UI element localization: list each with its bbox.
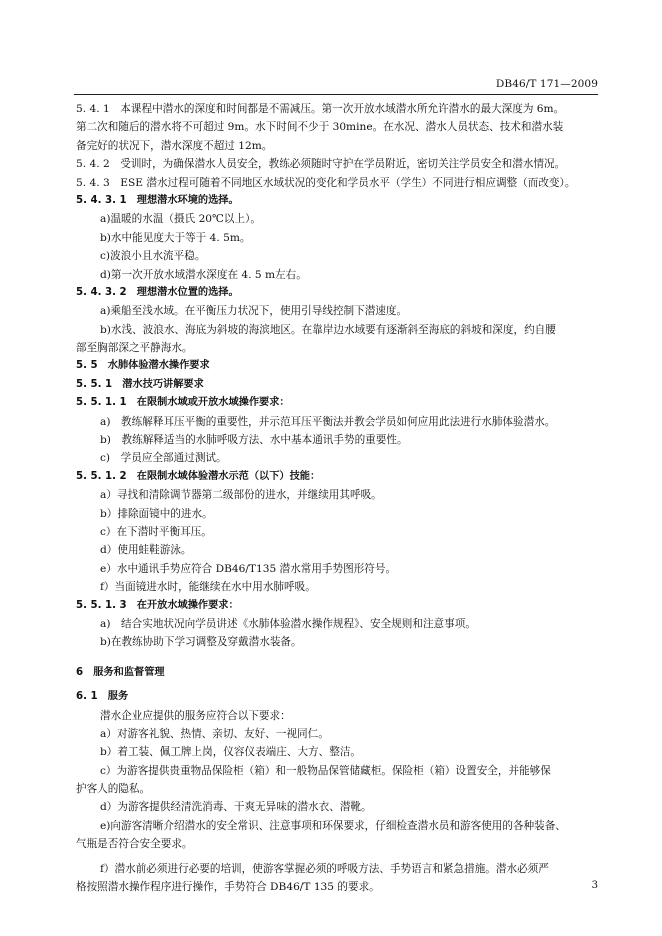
section-heading: 5. 5. 1. 1 在限制水域或开放水域操作要求： — [76, 397, 290, 409]
list-item: b) 教练解释适当的水肺呼吸方法、水中基本通讯手势的重要性。 — [100, 434, 408, 447]
list-item: b)水中能见度大于等于 4. 5m。 — [100, 231, 251, 244]
text-line: 格按照潜水操作程序进行操作，手势符合 DB46/T 135 的要求。 — [76, 881, 380, 894]
section-heading: 5. 4. 3. 1 理想潜水环境的选择。 — [76, 194, 239, 206]
list-item: d）使用蛙鞋游泳。 — [100, 544, 192, 557]
text-line: 部至胸部深之平静海水。 — [76, 342, 193, 355]
list-item: e）水中通讯手势应符合 DB46/T135 潜水常用手势图形符号。 — [100, 562, 397, 575]
list-item: b)在教练协助下学习调整及穿戴潜水装备。 — [100, 636, 302, 649]
list-item: e)向游客清晰介绍潜水的安全常识、注意事项和环保要求，仔细检查潜水员和游客使用的各种装备、 — [100, 819, 566, 832]
section-heading: 5. 4. 3. 2 理想潜水位置的选择。 — [76, 286, 239, 298]
header-rule — [74, 94, 598, 95]
section-heading: 5. 5. 1 潜水技巧讲解要求 — [76, 378, 204, 390]
document-body — [76, 100, 600, 896]
list-item: a) 教练解释耳压平衡的重要性，并示范耳压平衡法并教会学员如何应用此法进行水肺体验潜水。 — [100, 415, 556, 428]
list-item: f）当面镜进水时，能继续在水中用水肺呼吸。 — [100, 581, 316, 594]
section-heading: 5. 5. 1. 3 在开放水域操作要求： — [76, 599, 239, 611]
list-item: b)水浅、波浪水、海底为斜坡的海滨地区。在靠岸边水域要有逐渐斜至海底的斜坡和深度，约自腰 — [100, 323, 556, 336]
list-item: d）为游客提供经清洗消毒、干爽无异味的潜水衣、潜靴。 — [100, 801, 372, 814]
text-line: 5. 4. 3 ESE 潜水过程可随着不同地区水域状况的变化和学员水平（学生）不同进行相应调整（而改变）。 — [76, 176, 576, 189]
chapter-heading: 6 服务和监督管理 — [76, 666, 165, 678]
section-heading: 5. 5 水肺体验潜水操作要求 — [76, 360, 210, 372]
text-line: 第二次和随后的潜水将不可超过 9m。水下时间不少于 30mine。在水况、潜水人员状态、技术和潜水装 — [76, 121, 564, 134]
page-number: 3 — [591, 880, 598, 891]
section-heading: 5. 5. 1. 2 在限制水域体验潜水示范（以下）技能： — [76, 470, 321, 482]
list-item: d)第一次开放水域潜水深度在 4. 5 m左右。 — [100, 268, 307, 281]
text-line: 5. 4. 1 本课程中潜水的深度和时间都是不需减压。第一次开放水域潜水所允许潜水的最大深度为 6m。 — [76, 103, 565, 115]
document-code-header: DB46/T 171—2009 — [495, 78, 598, 90]
list-item: a) 结合实地状况向学员讲述《水肺体验潜水操作规程》、安全规则和注意事项。 — [100, 617, 476, 630]
text-line: 潜水企业应提供的服务应符合以下要求： — [100, 709, 291, 722]
list-item: a）对游客礼貌、热情、亲切、友好、一视同仁。 — [100, 727, 329, 740]
section-heading: 6. 1 服务 — [76, 691, 129, 703]
text-line: 护客人的隐私。 — [76, 783, 151, 796]
list-item: a)乘船至浅水域。在平衡压力状况下，使用引导线控制下潜速度。 — [100, 305, 408, 318]
list-item: b）着工装、佩工牌上岗，仪容仪表端庄、大方、整洁。 — [100, 746, 362, 759]
list-item: c) 学员应全部通过测试。 — [100, 452, 227, 465]
list-item: b）排除面镜中的进水。 — [100, 507, 213, 520]
list-item: c）在下潜时平衡耳压。 — [100, 525, 212, 538]
list-item: a)温暖的水温（摄氏 20℃以上）。 — [100, 213, 261, 226]
list-item: c)波浪小且水流平稳。 — [100, 250, 206, 263]
text-line: 气瓶是否符合安全要求。 — [76, 838, 193, 851]
list-item: c）为游客提供贵重物品保险柜（箱）和一般物品保管储藏柜。保险柜（箱）设置安全，并能够保 — [100, 764, 551, 777]
list-item: a）寻找和清除调节器第二级部份的进水，并继续用其呼吸。 — [100, 489, 382, 502]
list-item: f）潜水前必须进行必要的培训，使游客掌握必须的呼吸方法、手势语言和紧急措施。潜水必须严 — [100, 862, 549, 875]
spacer — [76, 652, 600, 664]
text-line: 5. 4. 2 受训时，为确保潜水人员安全，教练必须随时守护在学员附近，密切关注学员安全和潜水情况。 — [76, 158, 566, 171]
text-line: 备完好的状况下，潜水深度不超过 12m。 — [76, 139, 273, 152]
